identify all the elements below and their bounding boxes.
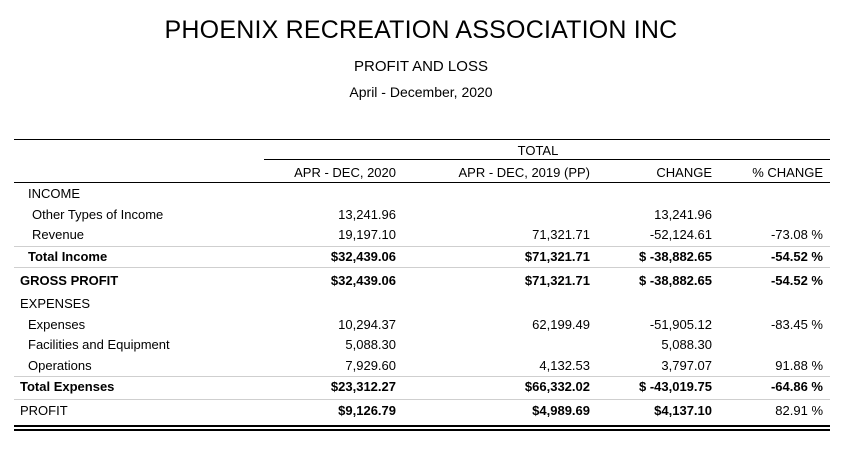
row-value-2019: 62,199.49: [532, 317, 590, 332]
row-value-pct-change: -54.52 %: [770, 273, 823, 288]
column-header-apr-dec-2019: APR - DEC, 2019 (PP): [458, 165, 590, 180]
row-label: GROSS PROFIT: [20, 273, 119, 288]
row-value-pct-change: -64.86 %: [770, 379, 823, 394]
row-label: PROFIT: [20, 403, 68, 418]
row-value-2020: 10,294.37: [338, 317, 396, 332]
row-divider: [14, 376, 830, 377]
row-divider: [14, 246, 830, 247]
row-value-change: $ -38,882.65: [638, 249, 712, 264]
row-value-pct-change: -73.08 %: [770, 227, 823, 242]
row-value-2019: $71,321.71: [524, 273, 590, 288]
row-value-pct-change: -54.52 %: [770, 249, 823, 264]
row-value-change: $ -43,019.75: [638, 379, 712, 394]
column-header-pct-change: % CHANGE: [752, 165, 823, 180]
row-value-2020: 5,088.30: [345, 337, 396, 352]
row-value-2020: $9,126.79: [338, 403, 396, 418]
report-period: April - December, 2020: [349, 84, 493, 100]
row-value-2019: $71,321.71: [524, 249, 590, 264]
group-header-rule: [264, 159, 830, 160]
row-value-pct-change: 82.91 %: [775, 403, 823, 418]
row-value-change: $ -38,882.65: [638, 273, 712, 288]
row-value-2020: $32,439.06: [330, 249, 396, 264]
row-value-change: 3,797.07: [661, 358, 712, 373]
row-label: Total Income: [28, 249, 108, 264]
row-value-pct-change: -83.45 %: [770, 317, 823, 332]
row-value-2019: $4,989.69: [532, 403, 590, 418]
column-header-change: CHANGE: [656, 165, 712, 180]
row-value-2020: 13,241.96: [338, 207, 396, 222]
company-name: PHOENIX RECREATION ASSOCIATION INC: [164, 16, 678, 44]
row-value-change: -51,905.12: [649, 317, 712, 332]
row-label: Expenses: [28, 317, 86, 332]
table-top-rule: [14, 139, 830, 140]
row-value-2020: $32,439.06: [330, 273, 396, 288]
row-divider: [14, 399, 830, 400]
row-value-2020: 19,197.10: [338, 227, 396, 242]
section-expenses-label: EXPENSES: [20, 296, 91, 311]
row-value-change: $4,137.10: [654, 403, 712, 418]
row-value-2019: 71,321.71: [532, 227, 590, 242]
row-value-2020: 7,929.60: [345, 358, 396, 373]
row-value-2019: $66,332.02: [524, 379, 590, 394]
row-label: Other Types of Income: [32, 207, 164, 222]
row-label: Revenue: [32, 227, 85, 242]
row-value-change: 5,088.30: [661, 337, 712, 352]
row-label: Facilities and Equipment: [28, 337, 170, 352]
row-label: Total Expenses: [20, 379, 115, 394]
row-value-2020: $23,312.27: [330, 379, 396, 394]
report-title: PROFIT AND LOSS: [354, 58, 488, 75]
section-income-label: INCOME: [28, 186, 80, 201]
row-value-2019: 4,132.53: [539, 358, 590, 373]
column-header-apr-dec-2020: APR - DEC, 2020: [294, 165, 396, 180]
total-group-header: TOTAL: [517, 143, 559, 158]
double-rule-upper: [14, 425, 830, 427]
row-label: Operations: [28, 358, 92, 373]
double-rule-lower: [14, 429, 830, 431]
row-value-change: -52,124.61: [649, 227, 712, 242]
row-value-change: 13,241.96: [654, 207, 712, 222]
row-divider: [14, 267, 830, 268]
column-header-rule: [14, 182, 830, 183]
row-value-pct-change: 91.88 %: [775, 358, 823, 373]
